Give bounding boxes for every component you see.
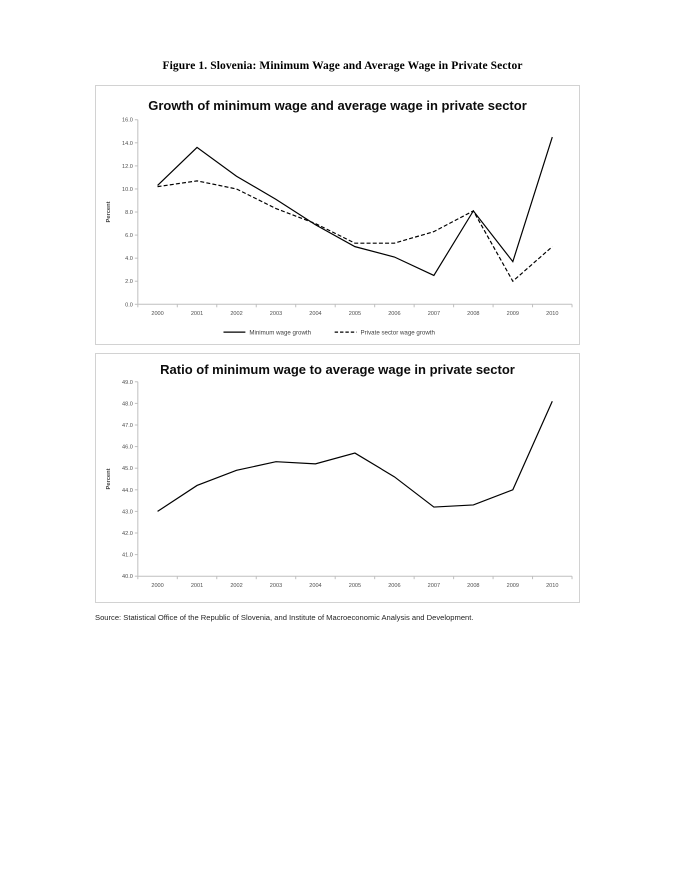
- figure-caption: Figure 1. Slovenia: Minimum Wage and Average Wage in Private Sector: [162, 60, 523, 72]
- x-axis-tick-label: 2008: [467, 311, 480, 318]
- x-axis-tick-label: 2000: [151, 583, 164, 590]
- y-axis-tick-label: 43.0: [122, 509, 133, 516]
- source-note: Source: Statistical Office of the Republic of Slovenia, and Institute of Macroeconomic Analysis and Development.: [95, 613, 474, 622]
- x-axis-tick-label: 2007: [427, 583, 441, 590]
- y-axis-tick-label: 4.0: [125, 256, 133, 263]
- y-axis-tick-label: 47.0: [122, 422, 133, 429]
- y-axis-tick-label: 0.0: [125, 302, 133, 309]
- x-axis-tick-label: 2001: [190, 311, 204, 318]
- x-axis-tick-label: 2003: [269, 583, 283, 590]
- x-axis-tick-label: 2006: [388, 311, 401, 318]
- x-axis-tick-label: 2005: [348, 583, 362, 590]
- y-axis-tick-label: 6.0: [125, 233, 133, 240]
- y-axis-tick-label: 14.0: [122, 140, 133, 147]
- x-axis-tick-label: 2010: [546, 583, 559, 590]
- x-axis-tick-label: 2009: [506, 583, 520, 590]
- y-axis-tick-label: 16.0: [122, 117, 133, 124]
- y-axis-tick-label: 40.0: [122, 574, 133, 581]
- growth-chart-panel: [95, 85, 580, 345]
- x-axis-tick-label: 2009: [506, 311, 520, 318]
- y-axis-tick-label: 48.0: [122, 401, 133, 408]
- growth-chart-title: Growth of minimum wage and average wage in private sector: [148, 98, 527, 113]
- x-axis-tick-label: 2008: [467, 583, 480, 590]
- x-axis-tick-label: 2010: [546, 311, 559, 318]
- y-axis-tick-label: 42.0: [122, 530, 133, 537]
- x-axis-tick-label: 2002: [230, 583, 243, 590]
- x-axis-tick-label: 2001: [190, 583, 204, 590]
- y-axis-tick-label: 12.0: [122, 163, 133, 170]
- y-axis-tick-label: 41.0: [122, 552, 133, 559]
- y-axis-tick-label: 8.0: [125, 210, 133, 217]
- y-axis-title: Percent: [105, 201, 112, 223]
- y-axis-tick-label: 10.0: [122, 186, 133, 193]
- x-axis-tick-label: 2000: [151, 311, 164, 318]
- y-axis-tick-label: 2.0: [125, 279, 133, 286]
- series-line-1: [158, 181, 553, 281]
- y-axis-tick-label: 46.0: [122, 444, 133, 451]
- ratio-chart-panel: [95, 353, 580, 603]
- growth-chart-plot: [96, 86, 579, 344]
- legend-label-1: Private sector wage growth: [360, 329, 435, 337]
- x-axis-tick-label: 2007: [427, 311, 441, 318]
- legend-label-0: Minimum wage growth: [249, 329, 312, 337]
- x-axis-tick-label: 2004: [309, 311, 322, 318]
- ratio-chart-title: Ratio of minimum wage to average wage in private sector: [160, 362, 515, 377]
- series-line-0: [158, 137, 553, 275]
- ratio-chart-plot: [96, 354, 579, 602]
- x-axis-tick-label: 2006: [388, 583, 401, 590]
- series-line-0: [158, 401, 553, 511]
- x-axis-tick-label: 2005: [348, 311, 362, 318]
- y-axis-tick-label: 44.0: [122, 487, 133, 494]
- y-axis-title: Percent: [105, 468, 112, 490]
- x-axis-tick-label: 2002: [230, 311, 243, 318]
- y-axis-tick-label: 49.0: [122, 379, 133, 386]
- x-axis-tick-label: 2004: [309, 583, 322, 590]
- x-axis-tick-label: 2003: [269, 311, 283, 318]
- y-axis-tick-label: 45.0: [122, 466, 133, 473]
